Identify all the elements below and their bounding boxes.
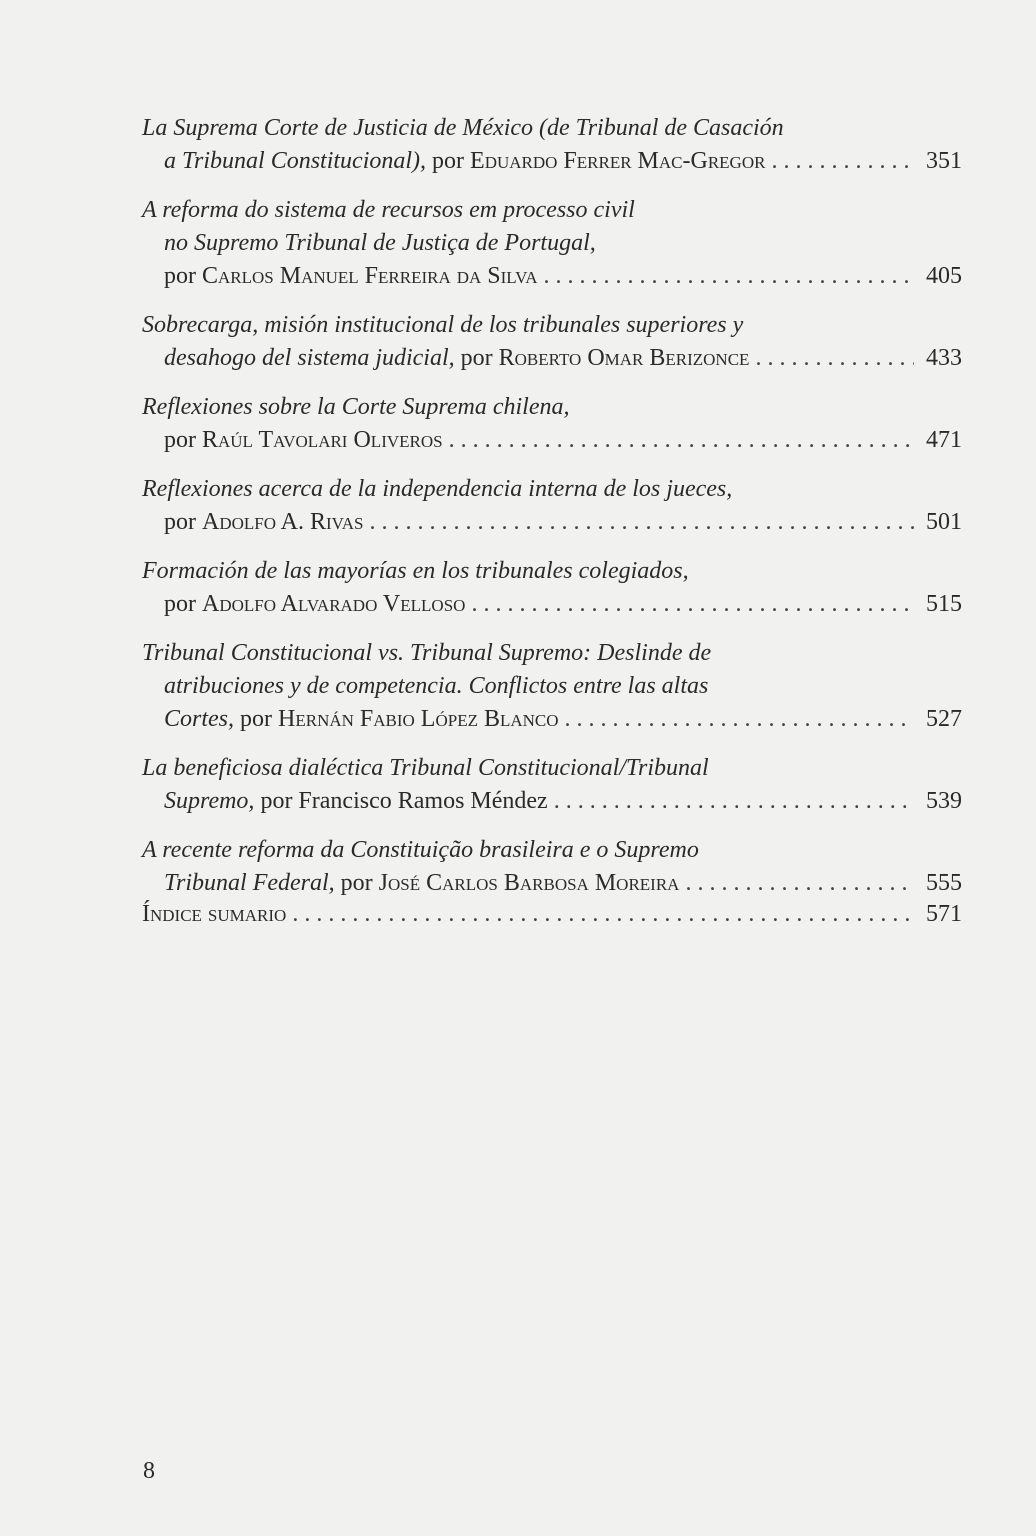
toc-entry — [142, 473, 962, 539]
leader-dots — [544, 260, 915, 293]
entry-text — [164, 703, 559, 736]
toc-entry-line — [142, 703, 962, 736]
entry-title: Tribunal Federal, — [164, 870, 335, 896]
toc-entry — [142, 637, 962, 736]
entry-by: por — [164, 591, 202, 617]
entry-title: Reflexiones sobre la Corte Suprema chilena, — [142, 394, 570, 420]
entry-by: por — [334, 870, 379, 896]
entry-page-number: 515 — [926, 591, 962, 617]
entry-text — [142, 640, 711, 666]
toc-entry-line — [142, 194, 962, 227]
toc-entry-line — [142, 588, 962, 621]
page-folio: 8 — [143, 1458, 155, 1484]
entry-page-number: 527 — [926, 706, 962, 732]
entry-title: desahogo del sistema judicial, — [164, 345, 455, 371]
entry-by: por — [234, 706, 279, 732]
entry-page-number: 471 — [926, 427, 962, 453]
entry-text — [142, 476, 732, 502]
toc-entry-line — [142, 506, 962, 539]
entry-text — [164, 230, 596, 256]
entry-title: A reforma do sistema de recursos em processo civil — [142, 197, 635, 223]
toc-entry-line — [142, 342, 962, 375]
entry-title: atribuciones y de competencia. Conflictos entre las altas — [164, 673, 709, 699]
toc-entry — [142, 555, 962, 621]
entry-page-number: 405 — [926, 263, 962, 289]
leader-dots — [565, 703, 914, 736]
entry-author: Adolfo A. Rivas — [202, 509, 364, 535]
entry-title: Tribunal Constitucional vs. Tribunal Supremo: Deslinde de — [142, 640, 712, 666]
leader-dots — [292, 898, 914, 931]
entry-text — [164, 424, 443, 457]
entry-title: Formación de las mayorías en los tribunales colegiados, — [142, 558, 689, 584]
entry-title: Supremo, — [164, 788, 255, 814]
leader-dots — [471, 588, 914, 621]
entry-author: Hernán Fabio López Blanco — [278, 706, 559, 732]
entry-text — [142, 837, 699, 863]
toc-entry-line — [142, 785, 962, 818]
leader-dots — [685, 867, 914, 900]
entry-by: por — [426, 148, 471, 174]
entry-author: Carlos Manuel Ferreira da Silva — [202, 263, 538, 289]
toc-entry-line — [142, 555, 962, 588]
toc-entry-line — [142, 309, 962, 342]
toc-entry — [142, 752, 962, 818]
entry-text — [142, 312, 743, 338]
toc-entry-line — [142, 260, 962, 293]
entry-text — [142, 755, 709, 781]
entry-title: Cortes, — [164, 706, 235, 732]
leader-dots — [755, 342, 914, 375]
entry-page-number: 433 — [926, 345, 962, 371]
entry-text — [142, 115, 784, 141]
entry-page-number: 351 — [926, 148, 962, 174]
entry-text — [164, 260, 538, 293]
toc-entry-line — [142, 834, 962, 867]
toc-entry-line — [142, 112, 962, 145]
toc-entry — [142, 112, 962, 178]
entry-text — [142, 558, 689, 584]
entry-title: La beneficiosa dialéctica Tribunal Constitucional/Tribunal — [142, 755, 709, 781]
entry-page-number: 539 — [926, 788, 962, 814]
entry-title: no Supremo Tribunal de Justiça de Portugal, — [164, 230, 596, 256]
entry-text — [142, 394, 569, 420]
entry-text — [142, 197, 635, 223]
entry-text — [164, 342, 749, 375]
entry-author: José Carlos Barbosa Moreira — [378, 870, 680, 896]
toc-entry — [142, 194, 962, 293]
entry-title: Reflexiones acerca de la independencia interna de los jueces, — [142, 476, 733, 502]
entry-text — [164, 673, 708, 699]
toc-entry-line — [142, 670, 962, 703]
leader-dots — [370, 506, 915, 539]
entry-title: a Tribunal Constitucional), — [164, 148, 427, 174]
toc-entry — [142, 834, 962, 900]
entry-text — [164, 145, 765, 178]
entry-author: Raúl Tavolari Oliveros — [202, 427, 443, 453]
entry-author: Eduardo Ferrer Mac-Gregor — [470, 148, 766, 174]
toc-entry-line — [142, 752, 962, 785]
toc-entry — [142, 309, 962, 375]
entry-page-number: 501 — [926, 509, 962, 535]
entry-text — [164, 785, 548, 818]
summary-label: Índice sumario — [142, 901, 287, 927]
toc-entry-line — [142, 637, 962, 670]
entry-author: Roberto Omar Berizonce — [498, 345, 750, 371]
leader-dots — [449, 424, 914, 457]
entry-by: por — [164, 263, 202, 289]
entry-title: Sobrecarga, misión institucional de los tribunales superiores y — [142, 312, 744, 338]
toc-entry-line — [142, 227, 962, 260]
summary-entry — [142, 898, 962, 931]
toc-entry-line — [142, 473, 962, 506]
toc-entry — [142, 391, 962, 457]
entry-title: A recente reforma da Constituição brasileira e o Supremo — [142, 837, 699, 863]
toc-entry-line — [142, 867, 962, 900]
entry-title: La Suprema Corte de Justicia de México (de Tribunal de Casación — [142, 115, 784, 141]
entry-author: Adolfo Alvarado Velloso — [202, 591, 466, 617]
entry-text — [164, 506, 364, 539]
table-of-contents — [142, 112, 962, 916]
toc-entry-line — [142, 424, 962, 457]
summary-line — [142, 898, 962, 931]
entry-text — [164, 588, 465, 621]
entry-by: por Francisco Ramos Méndez — [254, 788, 548, 814]
toc-entry-line — [142, 145, 962, 178]
summary-page-number: 571 — [926, 901, 962, 927]
entry-by: por — [164, 427, 202, 453]
entry-text — [164, 867, 679, 900]
entry-page-number: 555 — [926, 870, 962, 896]
leader-dots — [554, 785, 914, 818]
entry-by: por — [454, 345, 499, 371]
toc-entry-line — [142, 391, 962, 424]
leader-dots — [771, 145, 914, 178]
entry-by: por — [164, 509, 202, 535]
